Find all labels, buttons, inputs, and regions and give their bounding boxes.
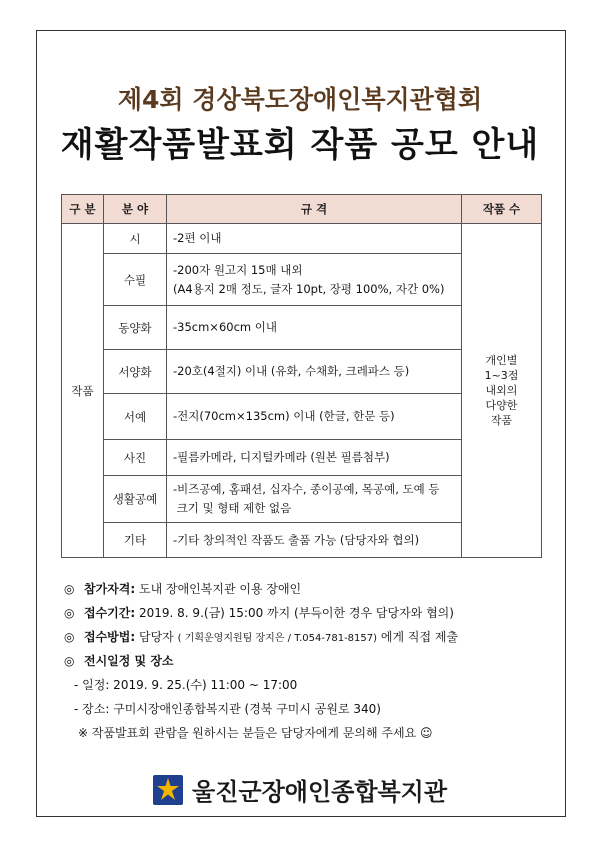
note-value: 담당자	[139, 630, 174, 644]
contact-info: ( 기획운영지원팀 장지은 / T.054-781-8157)	[177, 633, 378, 644]
header-spec: 규 격	[167, 195, 462, 224]
spec-cell	[167, 224, 462, 254]
spec-line: -비즈공예, 홈패션, 십자수, 종이공예, 목공예, 도예 등	[173, 482, 440, 496]
field-cell: 시	[104, 224, 167, 254]
spec-cell	[167, 523, 462, 558]
field-cell: 수필	[104, 254, 167, 306]
note-exhibit	[64, 652, 174, 669]
header-field: 분 야	[104, 195, 167, 224]
note-value: 에게 직접 제출	[380, 630, 459, 644]
note-label: 참가자격:	[84, 582, 136, 596]
note-label: 접수기간:	[84, 606, 136, 620]
note-place: - 장소: 구미시장애인종합복지관 (경북 구미시 공원로 340)	[74, 702, 381, 716]
spec-line: -200자 원고지 15매 내외	[173, 262, 303, 277]
header-category: 구 분	[62, 195, 104, 224]
field-cell: 서예	[104, 394, 167, 440]
bullet-icon: ◎	[64, 630, 75, 644]
note-footnote: ※ 작품발표회 관람을 원하시는 분들은 담당자에게 문의해 주세요 ☺	[78, 726, 433, 740]
bullet-icon: ◎	[64, 654, 75, 668]
field-cell: 동양화	[104, 306, 167, 350]
org-name: 울진군장애인종합복지관	[192, 778, 448, 806]
note-label: 접수방법:	[84, 630, 136, 644]
spec-cell	[167, 254, 462, 306]
field-cell: 기타	[104, 523, 167, 558]
spec-cell	[167, 440, 462, 476]
title-line-1: 제4회 경상북도장애인복지관협회	[117, 85, 483, 114]
spec-line: (A4용지 2매 정도, 글자 10pt, 장평 100%, 자간 0%)	[173, 281, 445, 296]
count-line: 개인별	[485, 354, 518, 367]
count-line: 내외의	[485, 384, 518, 397]
note-period	[64, 604, 454, 621]
spec-line: 크기 및 형태 제한 없음	[173, 501, 292, 515]
spec-cell	[167, 394, 462, 440]
count-cell	[462, 224, 542, 558]
bullet-icon: ◎	[64, 582, 75, 596]
spec-line: -기타 창의적인 작품도 출품 가능 (담당자와 협의)	[173, 532, 420, 547]
spec-line: -35cm×60cm 이내	[173, 320, 277, 334]
note-value: 도내 장애인복지관 이용 장애인	[139, 582, 302, 596]
spec-table	[61, 194, 542, 558]
table-row	[62, 224, 542, 254]
field-cell: 생활공예	[104, 476, 167, 523]
title-line-2: 재활작품발표회 작품 공모 안내	[60, 125, 540, 165]
org-logo-icon	[153, 775, 183, 805]
spec-line: -2편 이내	[173, 231, 222, 245]
spec-cell	[167, 306, 462, 350]
spec-line: -20호(4절지) 이내 (유화, 수채화, 크레파스 등)	[173, 364, 410, 378]
spec-line: -전지(70cm×135cm) 이내 (한글, 한문 등)	[173, 409, 395, 423]
footer	[0, 772, 600, 807]
field-cell: 사진	[104, 440, 167, 476]
note-method	[64, 628, 458, 645]
category-cell: 작품	[62, 224, 104, 558]
note-label: 전시일정 및 장소	[84, 654, 174, 668]
table-header-row	[62, 195, 542, 224]
count-line: 1~3점	[484, 369, 519, 382]
bullet-icon: ◎	[64, 606, 75, 620]
note-value: 2019. 8. 9.(금) 15:00 까지 (부득이한 경우 담당자와 협의)	[139, 606, 454, 620]
spec-cell	[167, 476, 462, 523]
note-eligibility	[64, 580, 301, 597]
count-line: 다양한	[485, 399, 518, 412]
count-line: 작품	[490, 414, 513, 427]
spec-line: -필름카메라, 디지털카메라 (원본 필름첨부)	[173, 450, 390, 464]
note-date: - 일정: 2019. 9. 25.(수) 11:00 ~ 17:00	[74, 678, 298, 692]
spec-cell	[167, 350, 462, 394]
field-cell: 서양화	[104, 350, 167, 394]
header-count: 작품 수	[462, 195, 542, 224]
